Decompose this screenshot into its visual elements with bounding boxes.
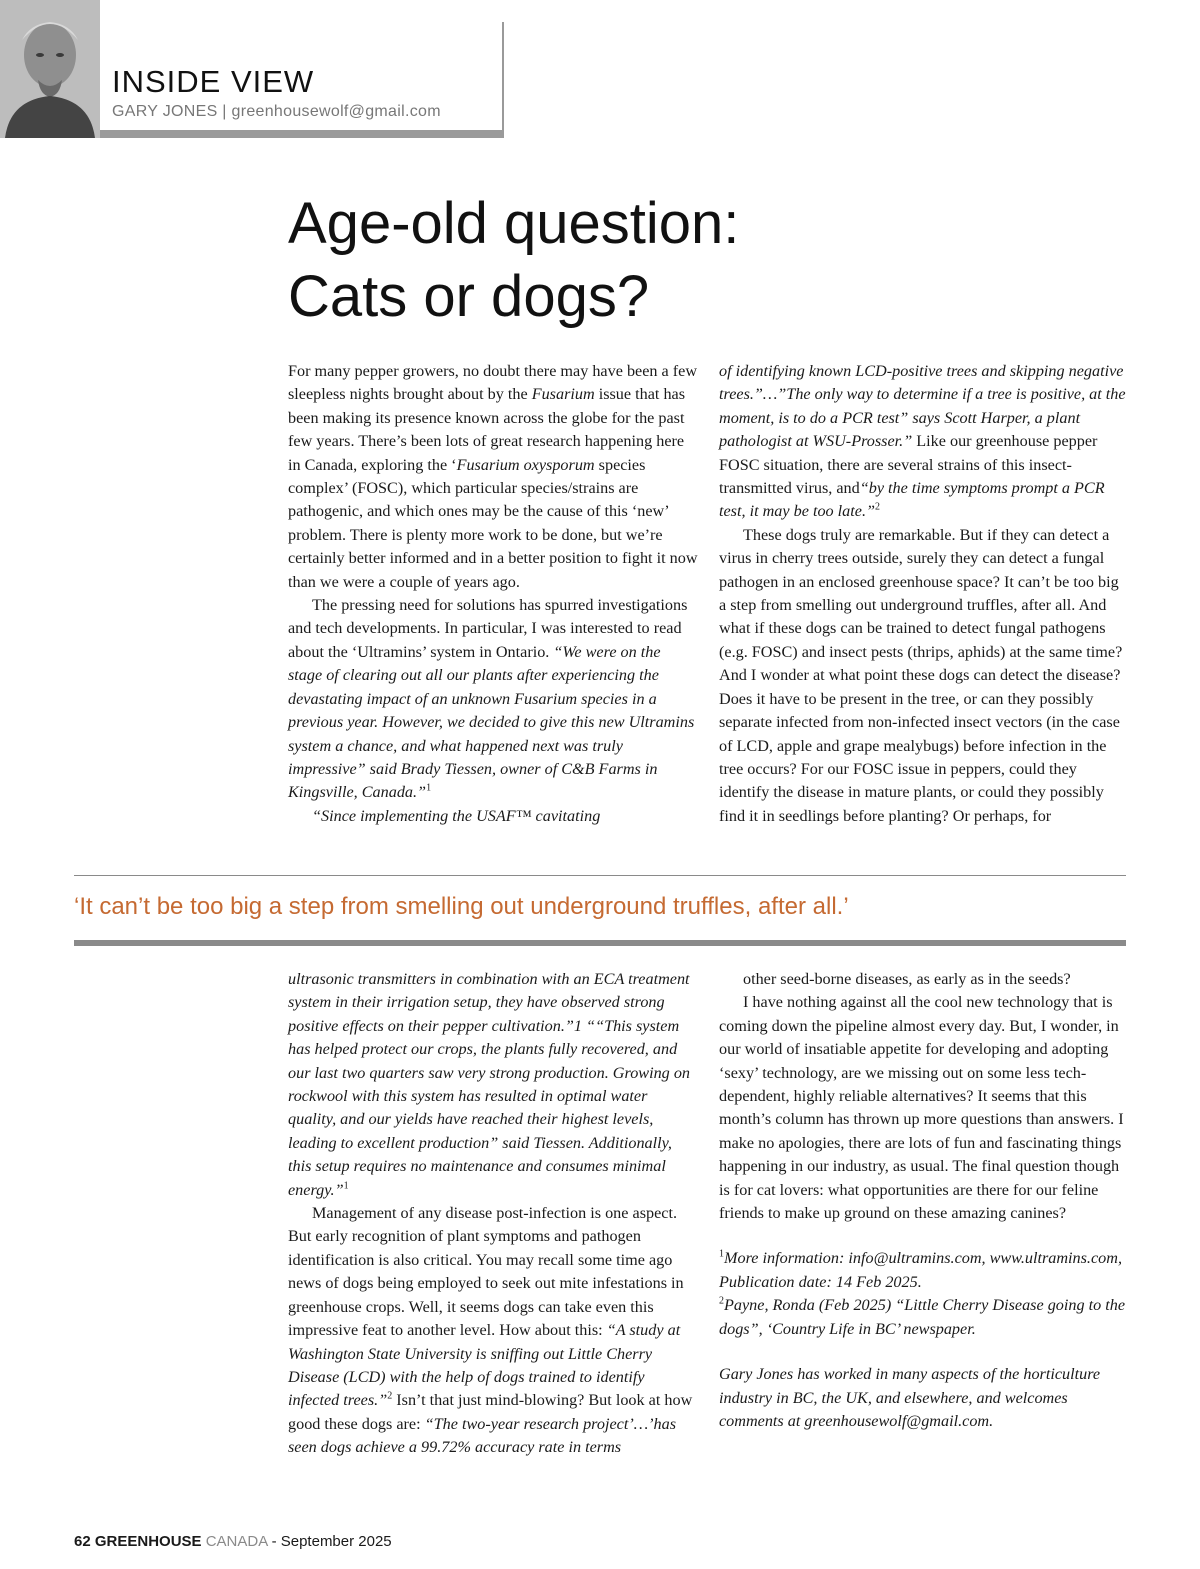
pull-quote-rule-top <box>74 875 1126 876</box>
author-photo <box>0 0 100 138</box>
body-column-3 <box>288 968 698 1460</box>
quote-italic: “A study at Washington State University is sniffing out Little Cherry Disease (LCD) with the help of dogs trained to identify infected trees.” <box>288 1321 681 1410</box>
paragraph: other seed-borne diseases, as early as in the seeds? <box>743 970 1071 988</box>
quote-italic: ultrasonic transmitters in combination with an ECA treatment system in their irrigation setup, they have observed strong positive effects on their pepper cultivation.”1 ““This system has helped protect our crops, the plants fully recovered, and our last two quarters saw very strong production. Growing on rockwool with this system has resulted in optimal water quality, and our yields have reached their highest levels, leading to excellent production” said Tiessen. Additionally, this setup requires no maintenance and consumes minimal energy.” <box>288 970 691 1199</box>
paragraph <box>719 360 1129 524</box>
text-run: species complex’ (FOSC), which particular species/strains are pathogenic, and which ones may be the cause of this ‘new’ problem. There is plenty more work to be done, but we’re certainly better informed and in a better position to fight it now than we were a couple of years ago. <box>288 455 698 591</box>
author-byline: GARY JONES | greenhousewolf@gmail.com <box>112 103 441 120</box>
paragraph <box>288 594 698 805</box>
header-rule-vertical <box>502 22 504 138</box>
paragraph <box>288 805 698 828</box>
footnote-number: 1 <box>719 1249 724 1261</box>
author-bio <box>719 1363 1129 1433</box>
text-run: issue that has been making its presence known across the globe for the past few years. There’s been lots of great research happening here in Canada, exploring the ‘ <box>288 385 686 474</box>
body-column-1 <box>288 360 698 828</box>
spacer <box>719 1225 1129 1247</box>
header-rule-horizontal <box>100 130 504 138</box>
article-title <box>288 188 1088 333</box>
text-run: Isn’t that just mind-blowing? But look at how good these dogs are: <box>288 1391 693 1433</box>
quote-italic: of identifying known LCD-positive trees and skipping negative trees.”…”The only way to determine if a tree is positive, at the moment, is to do a PCR test” says Scott Harper, a plant pathologist at WSU-Prosser.” <box>719 362 1126 451</box>
text-run: For many pepper growers, no doubt there may have been a few sleepless nights brought about by the <box>288 362 698 404</box>
text-run: The pressing need for solutions has spurred investigations and tech developments. In particular, I was interested to read about the ‘Ultramins’ system in Ontario. <box>288 596 688 661</box>
text-run-italic: Fusarium oxysporum <box>456 455 595 474</box>
title-line-2: Cats or dogs? <box>288 263 650 329</box>
footnote-ref: 2 <box>387 1390 393 1402</box>
quote-italic: “We were on the stage of clearing out all our plants after experiencing the devastating impact of an unknown Fusarium species in a previous year. However, we decided to give this new Ultramins system a chance, and what happened next was truly impressive” said Brady Tiessen, owner of C&B Farms in Kingsville, Canada.” <box>288 642 695 802</box>
magazine-name-region: CANADA <box>205 1533 268 1550</box>
paragraph <box>288 968 698 1202</box>
paragraph: These dogs truly are remarkable. But if they can detect a virus in cherry trees outside, surely they can detect a fungal pathogen in an enclosed greenhouse space? It can’t be too big a step from smelling out underground truffles, after all. And what if these dogs can be trained to detect fungal pathogens (e.g. FOSC) and insect pests (thrips, aphids) at the same time? And I wonder at what point these dogs can detect the disease? Does it have to be present in the tree, or can they possibly separate infected from non-infected insect vectors (in the case of LCD, apple and grape mealybugs) before infection in the tree occurs? For our FOSC issue in peppers, could they identify the disease in mature plants, or could they possibly find it in seedlings before planting? Or perhaps, for <box>719 525 1123 825</box>
footnote-1 <box>719 1247 1129 1294</box>
text-run: Like our greenhouse pepper FOSC situation, there are several strains of this insect-transmitted virus, and <box>719 432 1098 498</box>
footnote-text: Payne, Ronda (Feb 2025) “Little Cherry Disease going to the dogs”, ‘Country Life in BC’ newspaper. <box>719 1296 1126 1338</box>
paragraph <box>288 360 698 594</box>
quote-italic: “by the time symptoms prompt a PCR test, it may be too late.” <box>719 479 1105 521</box>
body-column-4 <box>719 968 1129 1433</box>
author-bio-text: Gary Jones has worked in many aspects of the horticulture industry in BC, the UK, and elsewhere, and welcomes comments at greenhousewolf@gmail.com. <box>719 1365 1101 1430</box>
pull-quote-rule-bottom <box>74 940 1126 946</box>
paragraph: I have nothing against all the cool new technology that is coming down the pipeline almost every day. But, I wonder, in our world of insatiable appetite for developing and adopting ‘sexy’ technology, are we missing out on some less tech-dependent, highly reliable alternatives? It seems that this month’s column has thrown up more questions than answers. I make no apologies, there are lots of fun and fascinating things happening in our industry, as usual. The final question though is for cat lovers: what opportunities are there for our feline friends to make up ground on these amazing canines? <box>719 993 1124 1223</box>
footnote-ref: 2 <box>875 502 881 514</box>
text-run-italic: Fusarium <box>531 385 595 404</box>
column-name: INSIDE VIEW <box>112 64 315 99</box>
pull-quote: ‘It can’t be too big a step from smelling out underground truffles, after all.’ <box>74 893 849 920</box>
paragraph <box>288 1202 698 1459</box>
footnote-number: 2 <box>719 1295 724 1307</box>
footnote-text: More information: info@ultramins.com, www.ultramins.com, Publication date: 14 Feb 2025. <box>719 1249 1122 1291</box>
magazine-name: GREENHOUSE <box>94 1533 202 1550</box>
spacer <box>719 1341 1129 1363</box>
title-line-1: Age-old question: <box>288 191 740 256</box>
body-column-2 <box>719 360 1129 828</box>
issue-date: - September 2025 <box>271 1533 392 1550</box>
quote-italic: “The two-year research project’…’has seen dogs achieve a 99.72% accuracy rate in terms <box>288 1414 676 1457</box>
page-footer <box>74 1534 392 1549</box>
footnote-ref: 1 <box>426 782 432 794</box>
quote-italic: “Since implementing the USAF™ cavitating <box>312 806 601 825</box>
footnote-ref: 1 <box>343 1180 349 1192</box>
page-number: 62 <box>74 1533 91 1550</box>
text-run: Management of any disease post-infection is one aspect. But early recognition of plant symptoms and pathogen identification is also critical. You may recall some time ago news of dogs being employed to seek out mite infestations in greenhouse crops. Well, it seems dogs can take even this impressive feat to another level. How about this: <box>288 1204 684 1340</box>
footnote-2 <box>719 1294 1129 1341</box>
